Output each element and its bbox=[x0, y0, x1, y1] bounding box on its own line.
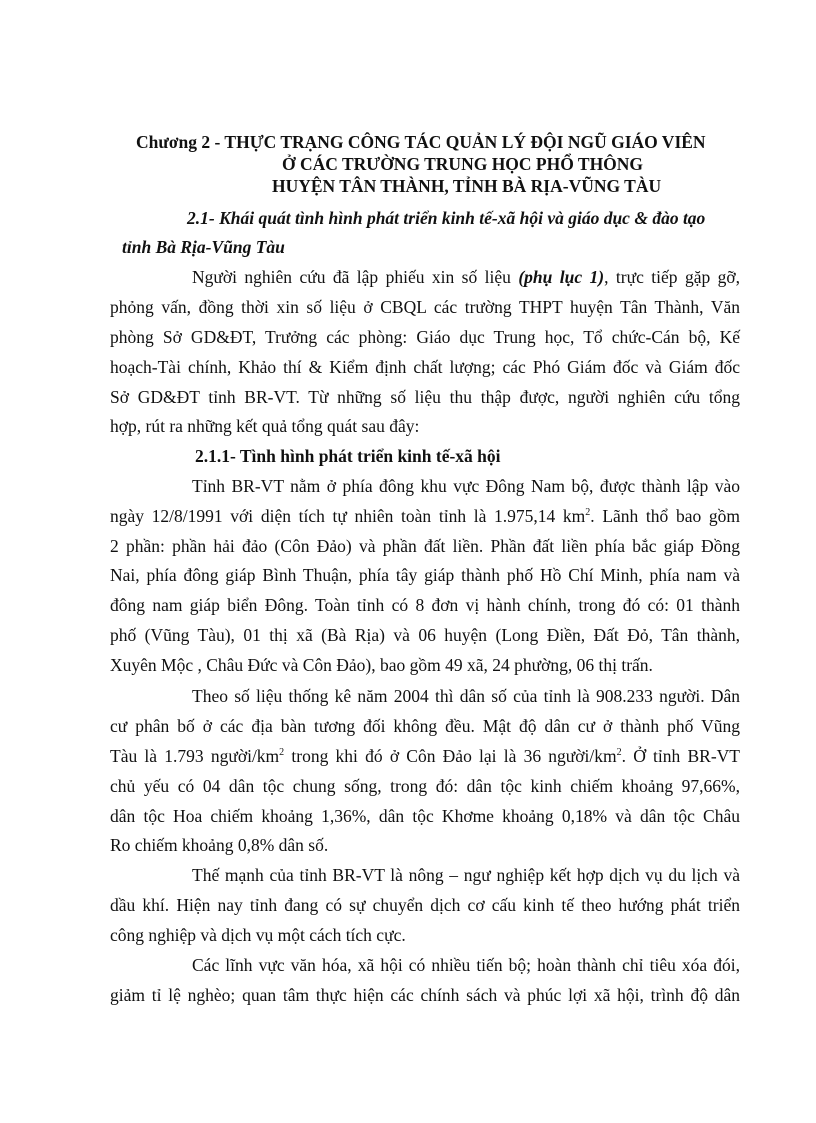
section-heading-2-1-1: 2.1.1- Tình hình phát triển kinh tế-xã hội bbox=[195, 446, 501, 466]
para4-line-3: công nghiệp và dịch vụ một cách tích cực. bbox=[110, 925, 406, 945]
section-heading-2-1-cont: tỉnh Bà Rịa-Vũng Tàu bbox=[122, 237, 285, 257]
para1-line-4: hoạch-Tài chính, Khảo thí & Kiểm định chất lượng; các Phó Giám đốc và Giám đốc bbox=[110, 357, 740, 377]
para3-text-a: Tàu là 1.793 người/km bbox=[110, 746, 280, 766]
para3-line-5: dân tộc Hoa chiếm khoảng 1,36%, dân tộc Khơme khoảng 0,18% và dân tộc Châu bbox=[110, 806, 740, 826]
para1-line-6: hợp, rút ra những kết quả tổng quát sau đây: bbox=[110, 416, 420, 436]
para3-line-4: chủ yếu có 04 dân tộc chung sống, trong đó: dân tộc kinh chiếm khoảng 97,66%, bbox=[110, 776, 740, 796]
para5-line-2: giảm tỉ lệ nghèo; quan tâm thực hiện các chính sách và phúc lợi xã hội, trình độ dân bbox=[110, 985, 740, 1005]
para3-line-6: Ro chiếm khoảng 0,8% dân số. bbox=[110, 835, 329, 855]
para1-line-1 bbox=[192, 266, 740, 288]
para2-line-7: Xuyên Mộc , Châu Đức và Côn Đảo), bao gồm 49 xã, 24 phường, 06 thị trấn. bbox=[110, 655, 653, 675]
superscript: 2 bbox=[616, 747, 622, 759]
para5-line-1: Các lĩnh vực văn hóa, xã hội có nhiều tiến bộ; hoàn thành chỉ tiêu xóa đói, bbox=[192, 955, 740, 975]
para2-line-1: Tỉnh BR-VT nằm ở phía đông khu vực Đông Nam bộ, được thành lập vào bbox=[192, 476, 740, 496]
chapter-title-line-1: Chương 2 - THỰC TRẠNG CÔNG TÁC QUẢN LÝ ĐỘI NGŨ GIÁO VIÊN bbox=[136, 132, 706, 152]
para4-line-1: Thế mạnh của tỉnh BR-VT là nông – ngư nghiệp kết hợp dịch vụ du lịch và bbox=[192, 865, 740, 885]
para1-line-5: Sở GD&ĐT tỉnh BR-VT. Từ những số liệu thu thập được, người nghiên cứu tổng bbox=[110, 387, 740, 407]
para2-line-2 bbox=[110, 505, 740, 527]
para1-line-2: phỏng vấn, đồng thời xin số liệu ở CBQL các trường THPT huyện Tân Thành, Văn bbox=[110, 297, 740, 317]
para3-line-1: Theo số liệu thống kê năm 2004 thì dân số của tỉnh là 908.233 người. Dân bbox=[192, 686, 740, 706]
para2-text-a: ngày 12/8/1991 với diện tích tự nhiên toàn tỉnh là 1.975,14 km bbox=[110, 506, 586, 526]
para3-text-c: . Ở tỉnh BR-VT bbox=[621, 746, 740, 766]
para3-line-3 bbox=[110, 745, 740, 767]
para2-line-4: Nai, phía đông giáp Bình Thuận, phía tây giáp thành phố Hồ Chí Minh, phía nam và bbox=[110, 565, 740, 585]
para2-line-3: 2 phần: phần hải đảo (Côn Đảo) và phần đất liền. Phần đất liền phía bắc giáp Đồng bbox=[110, 536, 740, 556]
para1-line-3: phòng Sở GD&ĐT, Trưởng các phòng: Giáo dục Trung học, Tổ chức-Cán bộ, Kế bbox=[110, 327, 740, 347]
chapter-title-line-3: HUYỆN TÂN THÀNH, TỈNH BÀ RỊA-VŨNG TÀU bbox=[272, 176, 662, 196]
para3-line-2: cư phân bố ở các địa bàn tương đối không đều. Mật độ dân cư ở thành phố Vũng bbox=[110, 716, 740, 736]
para4-line-2: dầu khí. Hiện nay tỉnh đang có sự chuyển dịch cơ cấu kinh tế theo hướng phát triển bbox=[110, 895, 740, 915]
superscript: 2 bbox=[279, 747, 285, 759]
para2-line-5: đông nam giáp biển Đông. Toàn tỉnh có 8 đơn vị hành chính, trong đó có: 01 thành bbox=[110, 595, 740, 615]
chapter-title-line-2: Ở CÁC TRƯỜNG TRUNG HỌC PHỔ THÔNG bbox=[282, 154, 644, 174]
para1-text-a: Người nghiên cứu đã lập phiếu xin số liệu bbox=[192, 267, 519, 287]
para3-text-b: trong khi đó ở Côn Đảo lại là 36 người/km bbox=[284, 746, 617, 766]
para2-text-b: . Lãnh thổ bao gồm bbox=[590, 506, 740, 526]
para1-text-c: , trực tiếp gặp gỡ, bbox=[604, 267, 741, 287]
section-heading-2-1: 2.1- Khái quát tình hình phát triển kinh tế-xã hội và giáo dục & đào tạo bbox=[187, 208, 706, 228]
superscript: 2 bbox=[585, 507, 591, 519]
para2-line-6: phố (Vũng Tàu), 01 thị xã (Bà Rịa) và 06 huyện (Long Điền, Đất Đỏ, Tân thành, bbox=[110, 625, 740, 645]
appendix-reference: (phụ lục 1) bbox=[518, 267, 605, 287]
